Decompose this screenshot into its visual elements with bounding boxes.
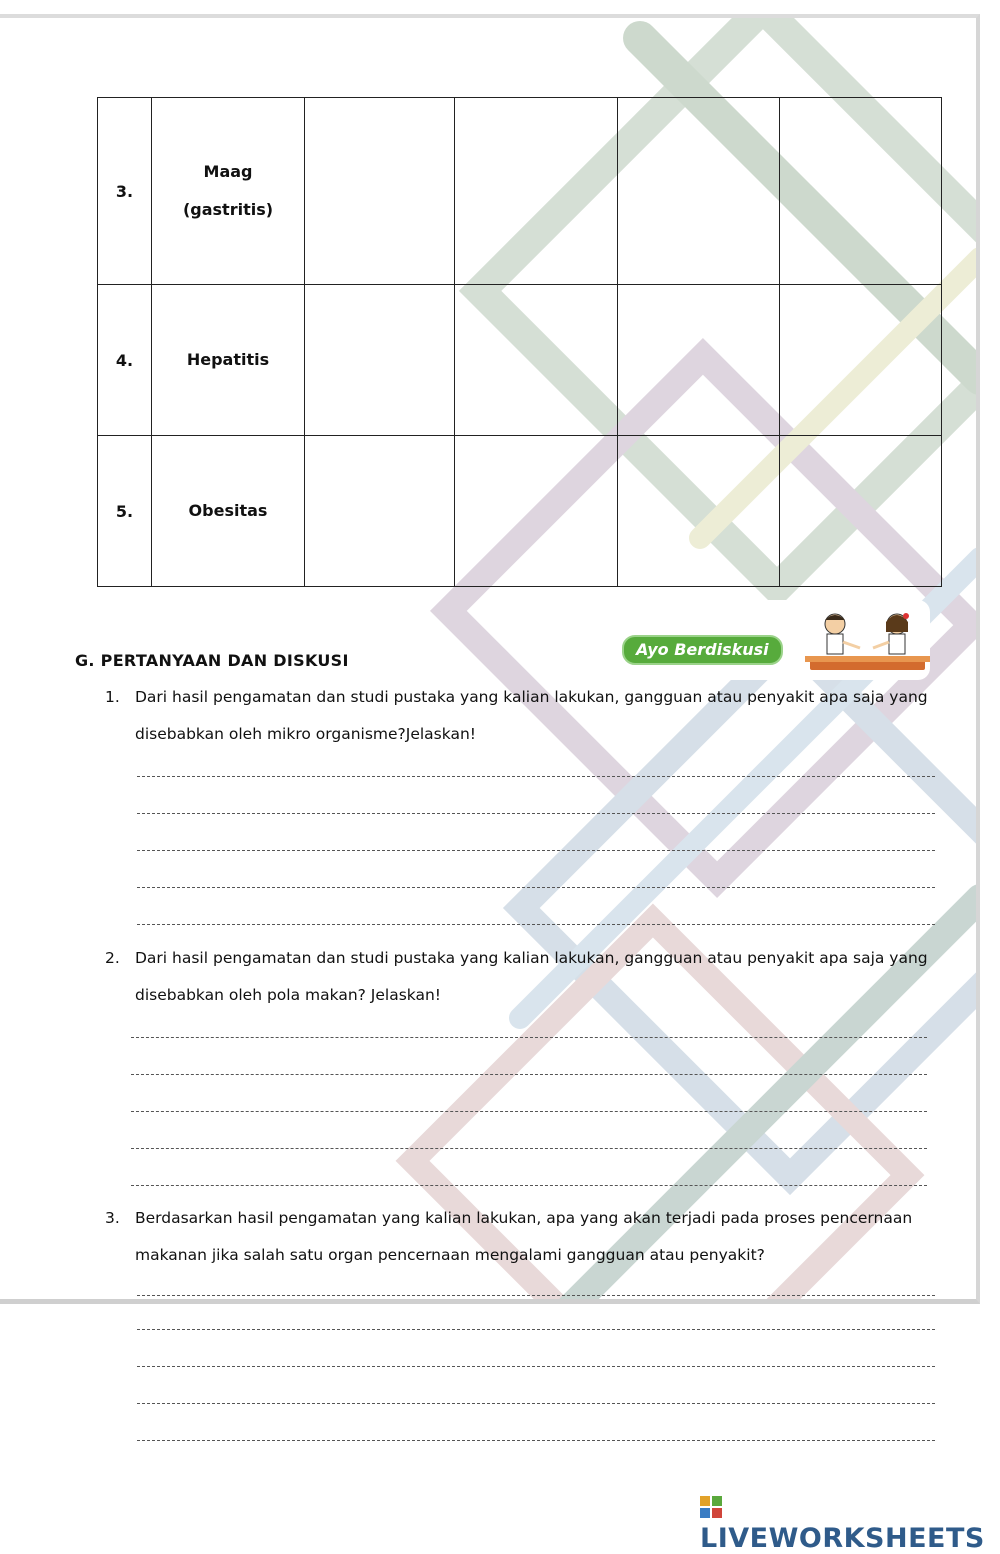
question-number: 2.	[105, 949, 120, 967]
liveworksheets-logo	[700, 1492, 1000, 1554]
empty-cell[interactable]	[455, 98, 618, 285]
answer-line[interactable]	[131, 1185, 927, 1186]
empty-cell[interactable]	[618, 436, 780, 587]
row-number: 5.	[98, 436, 152, 587]
empty-cell[interactable]	[618, 285, 780, 436]
discussion-banner	[610, 600, 930, 680]
children-discussing-icon	[805, 608, 930, 678]
question-text-line2: disebabkan oleh pola makan? Jelaskan!	[135, 986, 442, 1004]
worksheet-page	[0, 14, 980, 1304]
question-text-line1: Dari hasil pengamatan dan studi pustaka yang kalian lakukan, gangguan atau penyakit apa saja yang	[135, 949, 928, 967]
row-number: 3.	[98, 98, 152, 285]
row-number: 4.	[98, 285, 152, 436]
table-row	[98, 285, 942, 436]
answer-line[interactable]	[137, 813, 935, 814]
discussion-label: Ayo Berdiskusi	[622, 635, 783, 665]
question-text-line2: makanan jika salah satu organ pencernaan mengalami gangguan atau penyakit?	[135, 1246, 765, 1264]
empty-cell[interactable]	[455, 436, 618, 587]
answer-line[interactable]	[137, 924, 935, 925]
disease-table	[97, 97, 942, 587]
disease-name: Hepatitis	[152, 285, 305, 436]
question-text-line2: disebabkan oleh mikro organisme?Jelaskan!	[135, 725, 476, 743]
answer-line[interactable]	[131, 1111, 927, 1112]
answer-line[interactable]	[137, 1295, 935, 1296]
answer-line[interactable]	[137, 850, 935, 851]
brand-text: LIVEWORKSHEETS	[700, 1523, 985, 1554]
disease-name: Obesitas	[152, 436, 305, 587]
empty-cell[interactable]	[305, 436, 455, 587]
answer-line[interactable]	[131, 1037, 927, 1038]
answer-line[interactable]	[131, 1074, 927, 1075]
answer-line[interactable]	[137, 1403, 935, 1404]
disease-name-line2: (gastritis)	[182, 200, 274, 219]
answer-line[interactable]	[131, 1148, 927, 1149]
question-text-line1: Dari hasil pengamatan dan studi pustaka yang kalian lakukan, gangguan atau penyakit apa saja yang	[135, 688, 928, 706]
empty-cell[interactable]	[618, 98, 780, 285]
question-2	[105, 940, 955, 1014]
question-1	[105, 679, 955, 753]
section-heading: G. PERTANYAAN DAN DISKUSI	[75, 651, 349, 670]
answer-line[interactable]	[137, 1440, 935, 1441]
empty-cell[interactable]	[305, 285, 455, 436]
liveworksheets-icon	[700, 1496, 722, 1518]
question-number: 1.	[105, 688, 120, 706]
answer-line[interactable]	[137, 887, 935, 888]
answer-line[interactable]	[137, 1366, 935, 1367]
answer-line[interactable]	[137, 776, 935, 777]
empty-cell[interactable]	[780, 98, 942, 285]
empty-cell[interactable]	[780, 285, 942, 436]
question-number: 3.	[105, 1209, 120, 1227]
table-row	[98, 98, 942, 285]
empty-cell[interactable]	[305, 98, 455, 285]
answer-line[interactable]	[137, 1329, 935, 1330]
empty-cell[interactable]	[455, 285, 618, 436]
disease-name	[152, 98, 305, 285]
question-text-line1: Berdasarkan hasil pengamatan yang kalian lakukan, apa yang akan terjadi pada proses pencernaan	[135, 1209, 913, 1227]
empty-cell[interactable]	[780, 436, 942, 587]
question-3	[105, 1200, 955, 1274]
disease-name-line1: Maag	[203, 162, 253, 181]
table-row	[98, 436, 942, 587]
